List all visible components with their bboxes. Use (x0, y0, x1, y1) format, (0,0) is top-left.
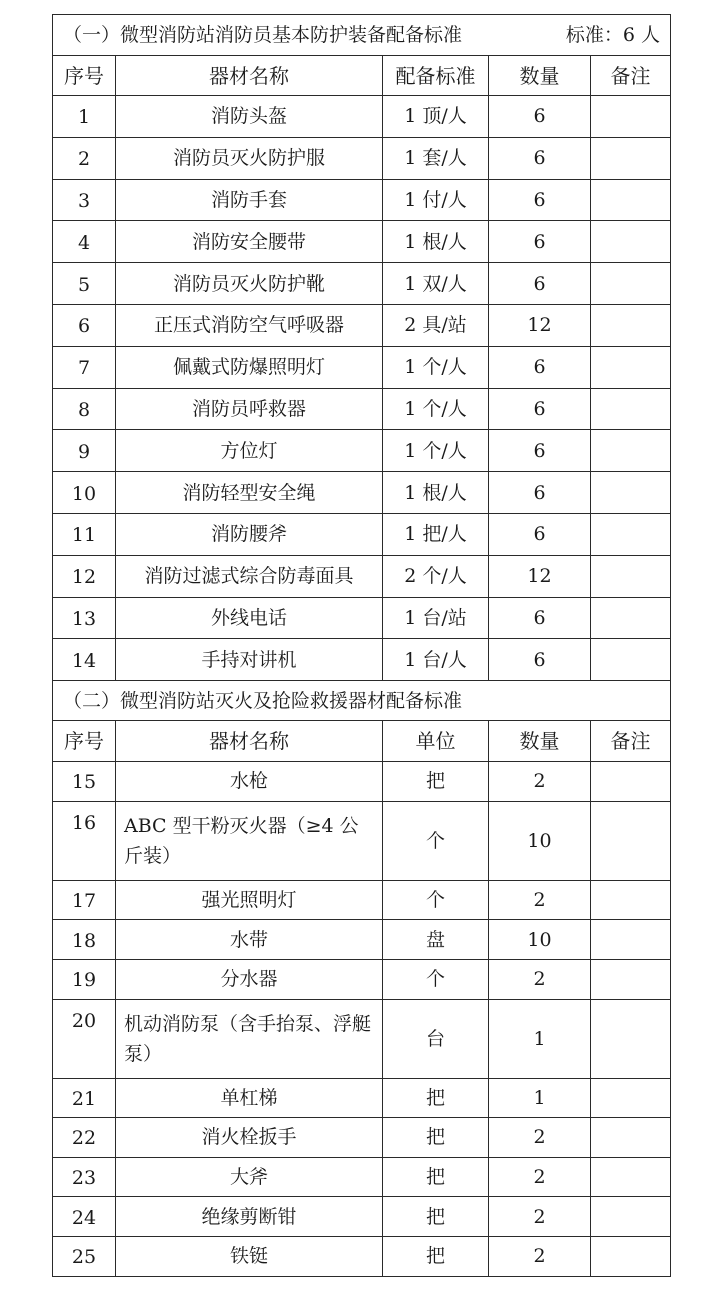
row-no: 13 (53, 597, 116, 639)
row-spec: 1 个/人 (383, 430, 489, 472)
row-spec: 2 具/站 (383, 304, 489, 346)
row-name: 消防头盔 (116, 96, 383, 138)
row-spec: 1 付/人 (383, 179, 489, 221)
section-1-title (53, 15, 671, 56)
table-row (53, 959, 671, 999)
row-note (591, 346, 671, 388)
row-unit: 把 (383, 1118, 489, 1158)
row-name: 铁铤 (116, 1236, 383, 1276)
row-unit: 把 (383, 1078, 489, 1118)
row-qty: 2 (489, 880, 591, 920)
row-qty: 6 (489, 96, 591, 138)
row-unit: 把 (383, 762, 489, 802)
row-qty: 1 (489, 999, 591, 1078)
table-row (53, 430, 671, 472)
section-1-header-row (53, 56, 671, 96)
row-qty: 6 (489, 513, 591, 555)
row-unit: 把 (383, 1197, 489, 1237)
table-row (53, 304, 671, 346)
row-note (591, 1197, 671, 1237)
row-no: 23 (53, 1157, 116, 1197)
row-qty: 6 (489, 388, 591, 430)
row-spec: 1 个/人 (383, 388, 489, 430)
row-note (591, 999, 671, 1078)
table-row (53, 555, 671, 597)
row-note (591, 1157, 671, 1197)
row-name: 绝缘剪断钳 (116, 1197, 383, 1237)
row-spec: 1 台/人 (383, 639, 489, 681)
table-row (53, 388, 671, 430)
table-row (53, 1118, 671, 1158)
table-row (53, 96, 671, 138)
row-qty: 6 (489, 137, 591, 179)
row-note (591, 762, 671, 802)
row-no: 1 (53, 96, 116, 138)
row-no: 19 (53, 959, 116, 999)
row-no: 10 (53, 472, 116, 514)
row-note (591, 920, 671, 960)
row-note (591, 880, 671, 920)
table-row (53, 263, 671, 305)
row-unit: 把 (383, 1157, 489, 1197)
row-no: 3 (53, 179, 116, 221)
row-note (591, 179, 671, 221)
row-no: 17 (53, 880, 116, 920)
row-note (591, 1118, 671, 1158)
row-no: 18 (53, 920, 116, 960)
table-row (53, 137, 671, 179)
header-qty: 数量 (489, 721, 591, 762)
row-qty: 2 (489, 959, 591, 999)
row-name: 外线电话 (116, 597, 383, 639)
row-note (591, 221, 671, 263)
row-name: 单杠梯 (116, 1078, 383, 1118)
row-unit: 台 (383, 999, 489, 1078)
row-spec: 1 套/人 (383, 137, 489, 179)
row-no: 21 (53, 1078, 116, 1118)
section-1-title-row (53, 15, 671, 56)
row-qty: 12 (489, 555, 591, 597)
table-row (53, 762, 671, 802)
row-no: 11 (53, 513, 116, 555)
row-no: 15 (53, 762, 116, 802)
row-name: 手持对讲机 (116, 639, 383, 681)
table-row (53, 1236, 671, 1276)
row-note (591, 388, 671, 430)
table-row (53, 999, 671, 1078)
header-no: 序号 (53, 721, 116, 762)
section-2-header-row (53, 721, 671, 762)
row-qty: 6 (489, 221, 591, 263)
row-note (591, 430, 671, 472)
row-name: ABC 型干粉灭火器（≥4 公斤装） (116, 801, 383, 880)
row-note (591, 472, 671, 514)
row-no: 24 (53, 1197, 116, 1237)
section-1-standard: 标准：6 人 (565, 24, 661, 46)
row-name: 消防腰斧 (116, 513, 383, 555)
table-row (53, 179, 671, 221)
row-note (591, 513, 671, 555)
row-unit: 个 (383, 801, 489, 880)
table-row (53, 639, 671, 681)
row-spec: 1 顶/人 (383, 96, 489, 138)
header-unit: 单位 (383, 721, 489, 762)
section-1-title-text: （一）微型消防站消防员基本防护装备配备标准 (63, 24, 463, 46)
row-qty: 6 (489, 472, 591, 514)
row-no: 12 (53, 555, 116, 597)
header-qty: 数量 (489, 56, 591, 96)
row-spec: 1 根/人 (383, 472, 489, 514)
row-no: 2 (53, 137, 116, 179)
row-spec: 1 个/人 (383, 346, 489, 388)
row-name: 水带 (116, 920, 383, 960)
row-note (591, 96, 671, 138)
row-qty: 1 (489, 1078, 591, 1118)
row-note (591, 137, 671, 179)
row-note (591, 639, 671, 681)
row-name: 消防手套 (116, 179, 383, 221)
row-note (591, 304, 671, 346)
row-name: 消防过滤式综合防毒面具 (116, 555, 383, 597)
row-unit: 个 (383, 959, 489, 999)
row-name: 消防安全腰带 (116, 221, 383, 263)
row-qty: 6 (489, 179, 591, 221)
row-note (591, 801, 671, 880)
row-note (591, 263, 671, 305)
row-name: 消火栓扳手 (116, 1118, 383, 1158)
equipment-standard-document (52, 14, 670, 1277)
row-no: 20 (53, 999, 116, 1078)
row-note (591, 555, 671, 597)
row-qty: 6 (489, 263, 591, 305)
row-qty: 6 (489, 346, 591, 388)
row-unit: 盘 (383, 920, 489, 960)
header-name: 器材名称 (116, 56, 383, 96)
row-qty: 12 (489, 304, 591, 346)
row-name: 消防轻型安全绳 (116, 472, 383, 514)
row-name: 消防员灭火防护服 (116, 137, 383, 179)
row-name: 佩戴式防爆照明灯 (116, 346, 383, 388)
table-row (53, 1197, 671, 1237)
table-row (53, 597, 671, 639)
row-name: 正压式消防空气呼吸器 (116, 304, 383, 346)
row-no: 5 (53, 263, 116, 305)
row-spec: 1 把/人 (383, 513, 489, 555)
row-spec: 1 根/人 (383, 221, 489, 263)
row-name: 方位灯 (116, 430, 383, 472)
row-unit: 个 (383, 880, 489, 920)
row-spec: 1 台/站 (383, 597, 489, 639)
table-row (53, 221, 671, 263)
row-name: 分水器 (116, 959, 383, 999)
row-qty: 2 (489, 762, 591, 802)
row-note (591, 1078, 671, 1118)
header-no: 序号 (53, 56, 116, 96)
table-row (53, 801, 671, 880)
row-no: 4 (53, 221, 116, 263)
row-no: 25 (53, 1236, 116, 1276)
table-row (53, 1078, 671, 1118)
row-name: 水枪 (116, 762, 383, 802)
row-qty: 2 (489, 1118, 591, 1158)
row-spec: 1 双/人 (383, 263, 489, 305)
section-2-title: （二）微型消防站灭火及抢险救援器材配备标准 (53, 681, 671, 721)
row-name: 消防员呼救器 (116, 388, 383, 430)
header-note: 备注 (591, 56, 671, 96)
row-note (591, 1236, 671, 1276)
row-no: 8 (53, 388, 116, 430)
row-name: 消防员灭火防护靴 (116, 263, 383, 305)
row-note (591, 597, 671, 639)
row-qty: 2 (489, 1236, 591, 1276)
table-row (53, 920, 671, 960)
row-qty: 10 (489, 801, 591, 880)
row-qty: 2 (489, 1197, 591, 1237)
row-qty: 6 (489, 639, 591, 681)
table-row (53, 346, 671, 388)
table-row (53, 513, 671, 555)
table-row (53, 1157, 671, 1197)
equipment-table (52, 14, 671, 1277)
table-row (53, 880, 671, 920)
row-no: 7 (53, 346, 116, 388)
row-no: 22 (53, 1118, 116, 1158)
row-note (591, 959, 671, 999)
header-note: 备注 (591, 721, 671, 762)
section-2-title-row (53, 681, 671, 721)
row-unit: 把 (383, 1236, 489, 1276)
header-spec: 配备标准 (383, 56, 489, 96)
table-row (53, 472, 671, 514)
row-no: 9 (53, 430, 116, 472)
row-name: 机动消防泵（含手抬泵、浮艇泵） (116, 999, 383, 1078)
row-name: 大斧 (116, 1157, 383, 1197)
row-spec: 2 个/人 (383, 555, 489, 597)
row-no: 16 (53, 801, 116, 880)
row-name: 强光照明灯 (116, 880, 383, 920)
row-qty: 2 (489, 1157, 591, 1197)
row-no: 14 (53, 639, 116, 681)
row-no: 6 (53, 304, 116, 346)
row-qty: 6 (489, 597, 591, 639)
header-name: 器材名称 (116, 721, 383, 762)
row-qty: 10 (489, 920, 591, 960)
row-qty: 6 (489, 430, 591, 472)
